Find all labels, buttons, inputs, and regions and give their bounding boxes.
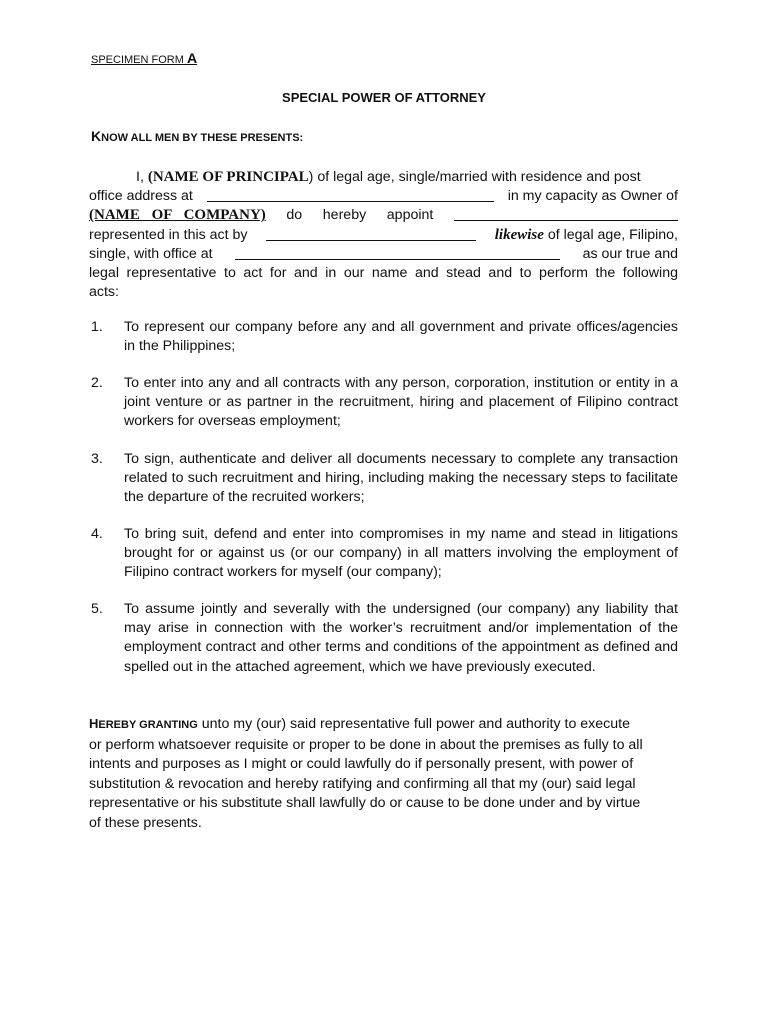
specimen-form-letter: A (186, 50, 198, 66)
intro-line-5: single, with office at as our true and (89, 245, 678, 262)
list-item: 1. To represent our company before any and all government and private offices/agencies in the Philippines; (91, 319, 678, 355)
appointee-blank (454, 206, 678, 221)
know-all-men-heading: KNOW ALL MEN BY THESE PRESENTS: (91, 128, 304, 144)
list-item: 3. To sign, authenticate and deliver all documents necessary to complete any transaction related to such recruitment and hiring, including making the necessary steps to facilitate the departure of the recruited workers; (91, 451, 678, 506)
intro-line-3: (NAME OF COMPANY) do hereby appoint (89, 206, 678, 225)
hereby-granting-lead: HEREBY GRANTING (89, 716, 198, 731)
intro-line-2: office address at in my capacity as Owner of (89, 188, 678, 205)
name-of-principal-field: (NAME OF PRINCIPAL (147, 169, 309, 185)
list-item: 4. To bring suit, defend and enter into compromises in my name and stead in litigations brought for or against us (or our company) in all matters involving the employment of Filipino contract workers for myself (our company); (91, 526, 678, 581)
list-item: 2. To enter into any and all contracts with any person, corporation, institution or entity in a joint venture or as partner in the recruitment, hiring and placement of Filipino contract workers for overseas employment; (91, 375, 678, 430)
intro-paragraph: I, (NAME OF PRINCIPAL) of legal age, single/married with residence and post office address at in my capacity as Owner of (NAME OF COMPANY) do hereby appoint represented in this act by likewise of legal age, Filipino, single, with office at as our true and legal representative to act for and in our name and stead and to perform the following acts: (89, 169, 678, 301)
office-address-blank (207, 187, 494, 202)
hereby-granting-paragraph: HEREBY GRANTING unto my (our) said representative full power and authority to execute or perform whatsoever requisite or proper to be done in about the premises as fully to all intents and purposes as I might or could lawfully do if personally present, with power of substitution & revocation and hereby ratifying and confirming all that my (our) said legal representative or his substitute shall lawfully do or cause to be done under and by virtue of these presents. (89, 716, 643, 831)
document-title: SPECIAL POWER OF ATTORNEY (282, 90, 486, 105)
specimen-form-label: SPECIMEN FORM A (91, 50, 198, 66)
intro-line-1: I, (NAME OF PRINCIPAL) of legal age, single/married with residence and post (136, 169, 641, 185)
list-item: 5. To assume jointly and severally with the undersigned (our company) any liability that may arise in connection with the worker’s recruitment and/or implementation of the employment contract and other terms and conditions of the appointment as defined and spelled out in the attached agreement, which we have previously executed. (91, 601, 678, 675)
intro-line-4: represented in this act by likewise of legal age, Filipino, (89, 226, 678, 243)
represented-by-blank (266, 226, 476, 241)
office-at-blank (235, 245, 560, 260)
name-of-company-field: (NAME OF COMPANY) (89, 207, 266, 224)
